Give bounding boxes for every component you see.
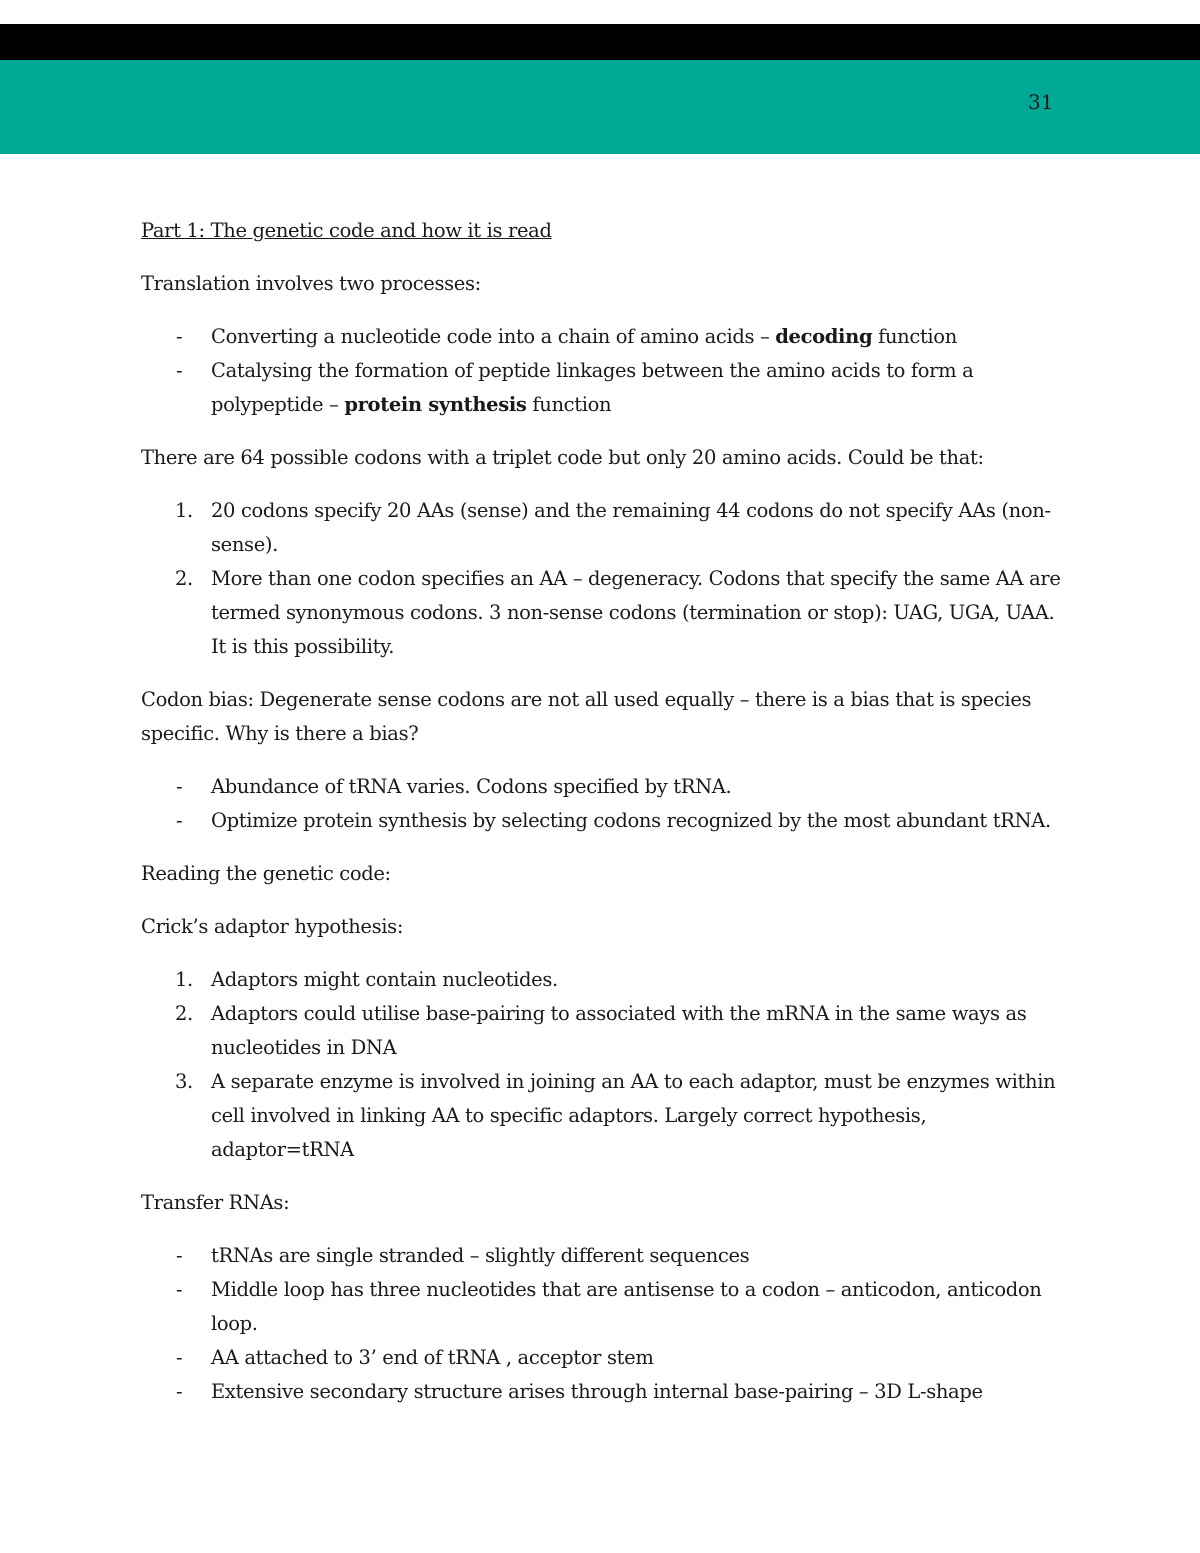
list-item [141,1239,1071,1273]
dash-marker: - [176,1380,183,1403]
list-item [141,562,1071,664]
list-item [141,997,1071,1065]
number-marker: 2. [175,1002,193,1025]
list-item-text: tRNAs are single stranded – slightly different sequences [211,1244,750,1267]
trna-intro: Transfer RNAs: [141,1191,290,1214]
number-marker: 2. [175,567,193,590]
codon-bias-paragraph: Codon bias: Degenerate sense codons are not all used equally – there is a bias that is species specific. Why is there a bias? [141,688,1032,745]
dash-marker: - [176,325,183,348]
list-item-text: Extensive secondary structure arises through internal base-pairing – 3D L-shape [211,1380,983,1403]
bold-term: decoding [775,325,873,348]
list-item [141,770,1071,804]
trna-points-list [141,1239,1071,1409]
list-item-text: 20 codons specify 20 AAs (sense) and the remaining 44 codons do not specify AAs (non-sense). [211,499,1051,556]
list-item [141,1065,1071,1167]
dash-marker: - [176,809,183,832]
crick-points-list [141,963,1071,1167]
crick-intro: Crick’s adaptor hypothesis: [141,915,404,938]
reading-code-heading: Reading the genetic code: [141,862,391,885]
codons-intro: There are 64 possible codons with a triplet code but only 20 amino acids. Could be that: [141,446,984,469]
number-marker: 3. [175,1070,193,1093]
list-item [141,354,1071,422]
number-marker: 1. [175,499,193,522]
list-item [141,804,1071,838]
page-number: 31 [1028,90,1054,114]
dash-marker: - [176,775,183,798]
top-black-bar [0,24,1200,60]
translation-intro: Translation involves two processes: [141,272,481,295]
list-item-text: Converting a nucleotide code into a chain of amino acids – decoding function [211,325,957,348]
dash-marker: - [176,1244,183,1267]
list-item [141,963,1071,997]
dash-marker: - [176,359,183,382]
list-item-text: Middle loop has three nucleotides that are antisense to a codon – anticodon, anticodon loop. [211,1278,1042,1335]
bold-term: protein synthesis [344,393,527,416]
list-item-text: Catalysing the formation of peptide linkages between the amino acids to form a polypeptide – protein synthesis function [211,359,974,416]
bias-reasons-list [141,770,1071,838]
list-item-text: Adaptors might contain nucleotides. [211,968,558,991]
document-body [141,214,1071,1428]
list-item-text: Adaptors could utilise base-pairing to associated with the mRNA in the same ways as nucleotides in DNA [211,1002,1027,1059]
list-item-text: More than one codon specifies an AA – degeneracy. Codons that specify the same AA are termed synonymous codons. 3 non-sense codons (termination or stop): UAG, UGA, UAA. It is this possibility. [211,567,1061,658]
list-item [141,320,1071,354]
processes-list [141,320,1071,422]
list-item-text: Optimize protein synthesis by selecting codons recognized by the most abundant tRNA. [211,809,1051,832]
list-item-text: AA attached to 3’ end of tRNA , acceptor stem [211,1346,654,1369]
list-item [141,1273,1071,1341]
codon-options-list [141,494,1071,664]
list-item [141,494,1071,562]
page-header-band [0,60,1200,154]
list-item [141,1375,1071,1409]
list-item-text: A separate enzyme is involved in joining an AA to each adaptor, must be enzymes within cell involved in linking AA to specific adaptors. Largely correct hypothesis, adaptor=tRNA [211,1070,1056,1161]
number-marker: 1. [175,968,193,991]
list-item [141,1341,1071,1375]
list-item-text: Abundance of tRNA varies. Codons specified by tRNA. [211,775,732,798]
section-heading: Part 1: The genetic code and how it is read [141,219,552,242]
dash-marker: - [176,1278,183,1301]
dash-marker: - [176,1346,183,1369]
